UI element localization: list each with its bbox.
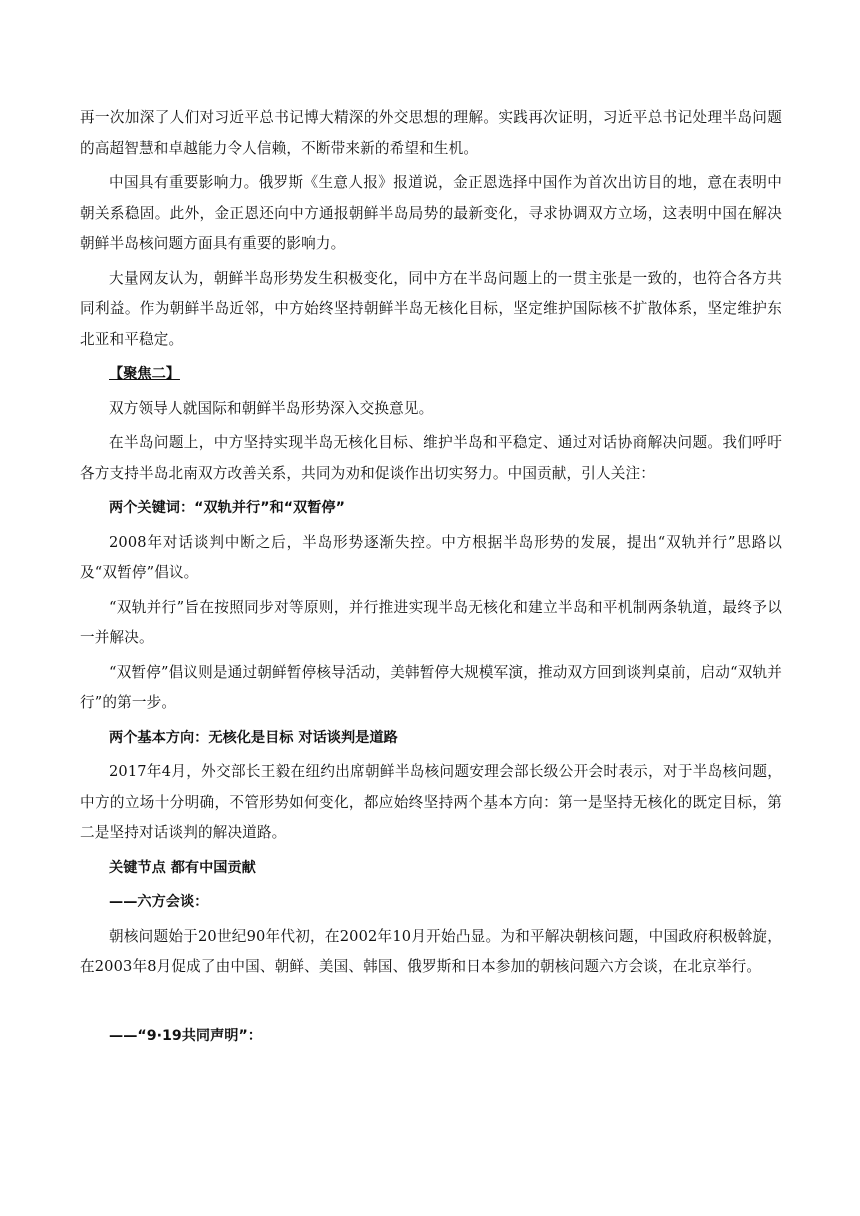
paragraph-3: 大量网友认为，朝鲜半岛形势发生积极变化，同中方在半岛问题上的一贯主张是一致的，也符合各方共同利益。作为朝鲜半岛近邻，中方始终坚持朝鲜半岛无核化目标，坚定维护国际核不扩散体系，坚定维护东北亚和平稳定。	[80, 269, 782, 348]
paragraph-5: 在半岛问题上，中方坚持实现半岛无核化目标、维护半岛和平稳定、通过对话协商解决问题。我们呼吁各方支持半岛北南双方改善关系，共同为劝和促谈作出切实努力。中国贡献，引人关注：	[80, 434, 782, 482]
paragraph-7: “双轨并行”旨在按照同步对等原则，并行推进实现半岛无核化和建立半岛和平机制两条轨道，最终予以一并解决。	[80, 598, 782, 646]
joint-statement-heading: ——“9·19共同声明”：	[109, 1027, 262, 1044]
paragraph-4: 双方领导人就国际和朝鲜半岛形势深入交换意见。	[109, 399, 434, 417]
focus-two-heading-text: 【聚焦二】	[109, 366, 180, 382]
keywords-heading: 两个关键词：“双轨并行”和“双暂停”	[109, 500, 345, 516]
nodes-heading: 关键节点 都有中国贡献	[109, 859, 256, 876]
document-page	[80, 103, 782, 1051]
directions-heading: 两个基本方向：无核化是目标 对话谈判是道路	[109, 729, 398, 746]
paragraph-6: 2008年对话谈判中断之后，半岛形势逐渐失控。中方根据半岛形势的发展，提出“双轨并行”思路以及“双暂停”倡议。	[80, 533, 782, 581]
paragraph-2: 中国具有重要影响力。俄罗斯《生意人报》报道说，金正恩选择中国作为首次出访目的地，意在表明中朝关系稳固。此外，金正恩还向中方通报朝鲜半岛局势的最新变化，寻求协调双方立场，这表明中国在解决朝鲜半岛核问题方面具有重要的影响力。	[80, 174, 782, 252]
paragraph-1: 再一次加深了人们对习近平总书记博大精深的外交思想的理解。实践再次证明，习近平总书记处理半岛问题的高超智慧和卓越能力令人信赖，不断带来新的希望和生机。	[80, 109, 782, 157]
paragraph-9: 2017年4月，外交部长王毅在纽约出席朝鲜半岛核问题安理会部长级公开会时表示，对于半岛核问题，中方的立场十分明确，不管形势如何变化，都应始终坚持两个基本方向：第一是坚持无核化的既定目标，第二是坚持对话谈判的解决道路。	[80, 763, 782, 841]
paragraph-10: 朝核问题始于20世纪90年代初，在2002年10月开始凸显。为和平解决朝核问题，中国政府积极斡旋，在2003年8月促成了由中国、朝鲜、美国、韩国、俄罗斯和日本参加的朝核问题六方会谈，在北京举行。	[80, 927, 782, 975]
focus-two-heading	[80, 359, 782, 390]
six-party-heading: ——六方会谈：	[109, 894, 209, 910]
paragraph-8: “双暂停”倡议则是通过朝鲜暂停核导活动，美韩暂停大规模军演，推动双方回到谈判桌前，启动“双轨并行”的第一步。	[80, 663, 782, 711]
